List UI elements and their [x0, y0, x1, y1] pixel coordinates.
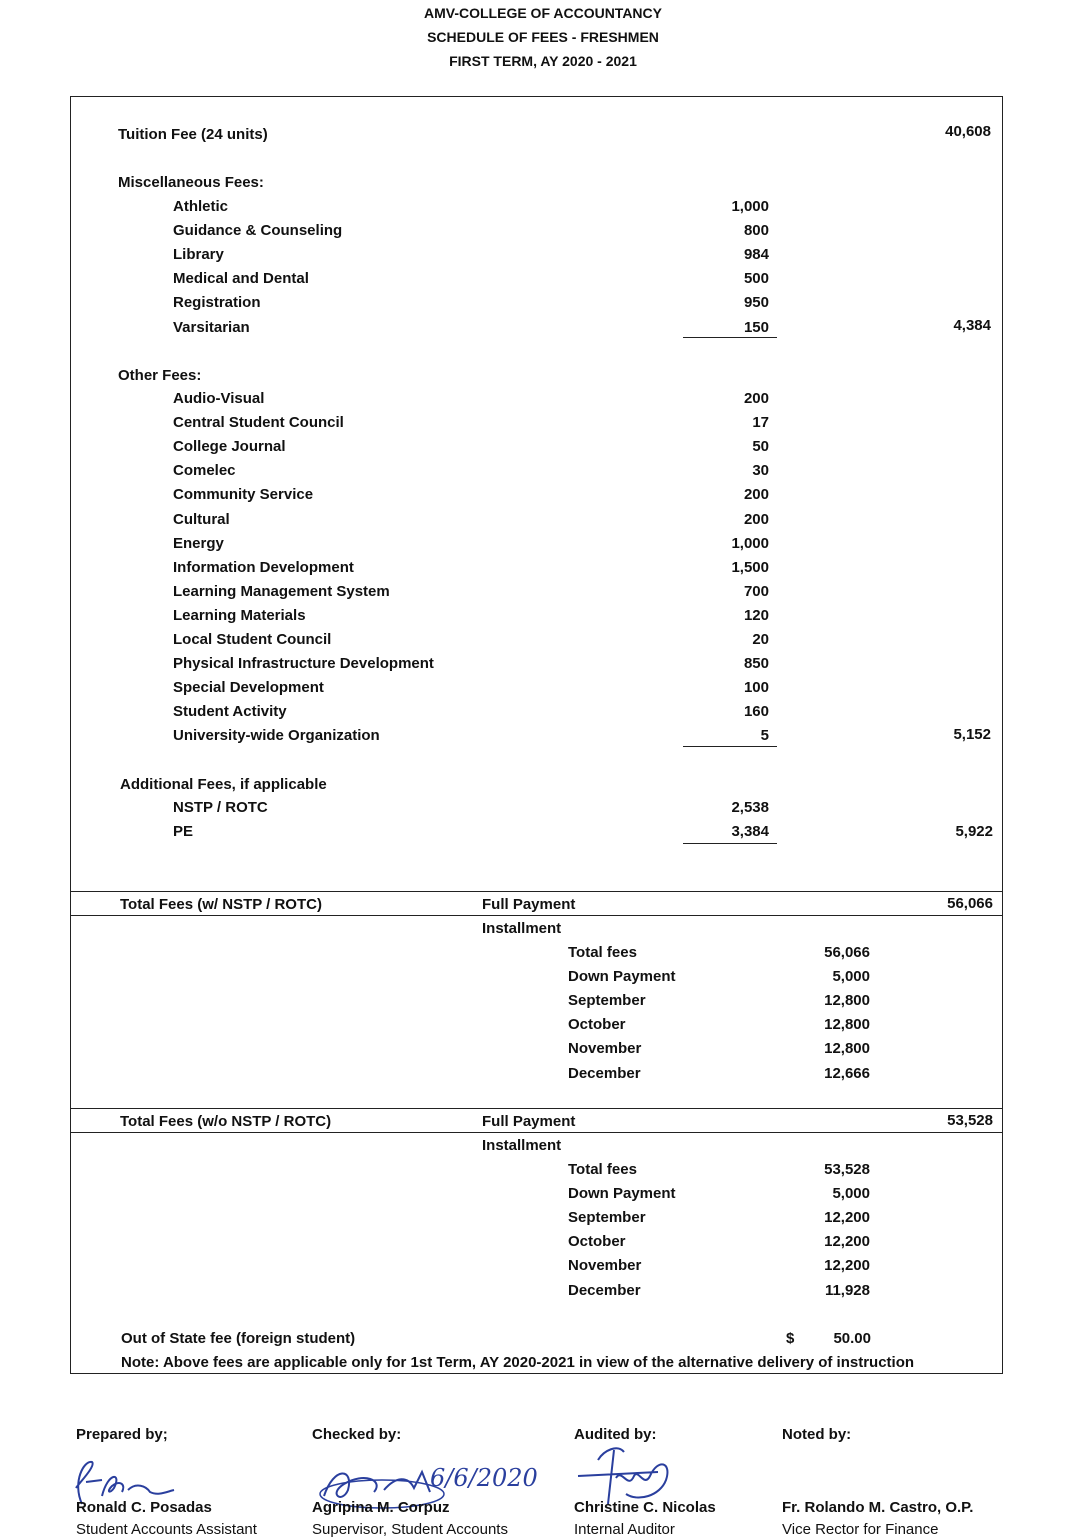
checker-name: Agripina M. Corpuz: [312, 1499, 450, 1516]
other-subtotal-line: [683, 746, 777, 747]
preparer-name: Ronald C. Posadas: [76, 1499, 212, 1516]
currency-symbol: $: [786, 1330, 795, 1347]
installment-label: Installment: [482, 1137, 562, 1154]
tuition-total: 40,608: [945, 123, 991, 140]
noted-by-label: Noted by:: [782, 1426, 852, 1443]
other-fee-amount: 700: [743, 582, 769, 600]
other-fee-label: College Journal: [173, 438, 286, 456]
other-fee-amount: 850: [743, 655, 769, 673]
other-fee-amount: 5: [760, 727, 769, 745]
other-fee-amount: 17: [752, 414, 769, 432]
total-without-nstp-label: Total Fees (w/o NSTP / ROTC): [120, 1113, 332, 1130]
installment-label: Installment: [482, 920, 562, 937]
prepared-by-label: Prepared by;: [76, 1426, 168, 1443]
misc-fee-label: Guidance & Counseling: [173, 222, 343, 240]
installment-row-label: November: [568, 1040, 642, 1058]
installment-row-label: Total fees: [568, 1161, 637, 1178]
other-fee-amount: 200: [743, 486, 769, 504]
installment-row-amount: 5,000: [832, 1185, 870, 1203]
auditor-title: Internal Auditor: [574, 1521, 675, 1538]
other-fee-label: Energy: [173, 534, 224, 552]
misc-fee-amount: 984: [743, 246, 769, 264]
installment-row-label: Down Payment: [568, 1185, 676, 1203]
svg-text:6/6/2020: 6/6/2020: [430, 1464, 538, 1492]
misc-fee-amount: 1,000: [731, 198, 769, 215]
divider: [70, 891, 1003, 892]
checked-by-label: Checked by:: [312, 1426, 402, 1443]
installment-row-label: Total fees: [568, 944, 637, 961]
preparer-title: Student Accounts Assistant: [76, 1521, 257, 1538]
installment-row-amount: 5,000: [832, 968, 870, 986]
other-fee-label: Local Student Council: [173, 631, 332, 648]
audited-by-label: Audited by:: [574, 1426, 657, 1443]
misc-fee-label: Library: [173, 246, 224, 264]
other-fee-amount: 160: [743, 703, 769, 721]
full-payment-label: Full Payment: [482, 1113, 576, 1130]
misc-fee-amount: 950: [743, 294, 769, 312]
full-payment-amount: 53,528: [947, 1112, 993, 1129]
other-fee-amount: 50: [752, 438, 769, 456]
installment-row-label: December: [568, 1064, 641, 1082]
other-fee-amount: 1,500: [731, 558, 769, 576]
noter-title: Vice Rector for Finance: [782, 1521, 939, 1538]
other-fee-amount: 100: [743, 679, 769, 697]
foreign-fee-amount: 50.00: [833, 1330, 871, 1347]
other-fee-amount: 20: [752, 631, 769, 648]
school-name: AMV-COLLEGE OF ACCOUNTANCY: [424, 5, 662, 21]
installment-row-amount: 11,928: [824, 1281, 870, 1299]
installment-row-label: November: [568, 1257, 642, 1275]
installment-row-label: September: [568, 1209, 646, 1227]
installment-row-label: October: [568, 1016, 626, 1034]
other-fee-label: Student Activity: [173, 703, 287, 721]
divider: [70, 1132, 1003, 1133]
other-heading: Other Fees:: [118, 367, 202, 384]
installment-row-label: Down Payment: [568, 968, 676, 986]
additional-heading: Additional Fees, if applicable: [120, 776, 327, 793]
other-fee-amount: 120: [743, 606, 769, 624]
other-fee-label: University-wide Organization: [173, 727, 380, 745]
misc-fee-amount: 150: [743, 318, 769, 336]
additional-fee-label: PE: [173, 823, 194, 841]
installment-row-amount: 12,800: [824, 992, 870, 1010]
auditor-name: Christine C. Nicolas: [574, 1499, 716, 1516]
noter-name: Fr. Rolando M. Castro, O.P.: [782, 1499, 974, 1516]
misc-fee-label: Medical and Dental: [173, 270, 309, 288]
misc-fee-label: Athletic: [173, 198, 229, 215]
installment-row-amount: 53,528: [824, 1161, 870, 1178]
full-payment-label: Full Payment: [482, 896, 576, 913]
other-fee-label: Cultural: [173, 510, 230, 528]
misc-heading: Miscellaneous Fees:: [118, 174, 264, 191]
other-fee-label: Physical Infrastructure Development: [173, 655, 434, 673]
additional-fee-label: NSTP / ROTC: [173, 799, 268, 816]
misc-fee-label: Registration: [173, 294, 261, 312]
other-total: 5,152: [953, 726, 991, 743]
additional-subtotal-line: [683, 843, 777, 844]
divider: [70, 915, 1003, 916]
installment-row-label: October: [568, 1233, 626, 1251]
divider: [70, 1108, 1003, 1109]
full-payment-amount: 56,066: [947, 895, 993, 912]
installment-row-amount: 12,800: [824, 1040, 870, 1058]
other-fee-label: Audio-Visual: [173, 390, 265, 407]
tuition-label: Tuition Fee (24 units): [118, 126, 268, 143]
additional-fee-amount: 2,538: [731, 799, 769, 816]
additional-fee-amount: 3,384: [731, 823, 769, 841]
installment-row-amount: 12,200: [824, 1257, 870, 1275]
other-fee-label: Information Development: [173, 558, 354, 576]
other-fee-amount: 200: [743, 510, 769, 528]
installment-row-amount: 56,066: [824, 944, 870, 961]
installment-row-amount: 12,800: [824, 1016, 870, 1034]
misc-fee-label: Varsitarian: [173, 318, 250, 336]
other-fee-label: Community Service: [173, 486, 314, 504]
applicability-note: Note: Above fees are applicable only for 1st Term, AY 2020-2021 in view of the alternative delivery of instruction: [121, 1354, 915, 1371]
other-fee-label: Special Development: [173, 679, 324, 697]
other-fee-amount: 200: [743, 390, 769, 407]
installment-row-amount: 12,200: [824, 1209, 870, 1227]
misc-fee-amount: 800: [743, 222, 769, 240]
other-fee-label: Learning Management System: [173, 582, 390, 600]
term-subtitle: FIRST TERM, AY 2020 - 2021: [449, 53, 637, 69]
installment-row-label: December: [568, 1281, 641, 1299]
installment-row-amount: 12,200: [824, 1233, 870, 1251]
other-fee-label: Central Student Council: [173, 414, 344, 432]
additional-total: 5,922: [955, 823, 993, 840]
installment-row-amount: 12,666: [824, 1064, 870, 1082]
foreign-fee-label: Out of State fee (foreign student): [121, 1330, 356, 1347]
installment-row-label: September: [568, 992, 646, 1010]
other-fee-label: Learning Materials: [173, 606, 306, 624]
document-title: SCHEDULE OF FEES - FRESHMEN: [427, 29, 659, 45]
total-with-nstp-label: Total Fees (w/ NSTP / ROTC): [120, 896, 322, 913]
other-fee-label: Comelec: [173, 462, 236, 480]
misc-total: 4,384: [953, 317, 991, 334]
other-fee-amount: 30: [752, 462, 769, 480]
misc-subtotal-line: [683, 337, 777, 338]
misc-fee-amount: 500: [743, 270, 769, 288]
checker-title: Supervisor, Student Accounts: [312, 1521, 508, 1538]
other-fee-amount: 1,000: [731, 534, 769, 552]
